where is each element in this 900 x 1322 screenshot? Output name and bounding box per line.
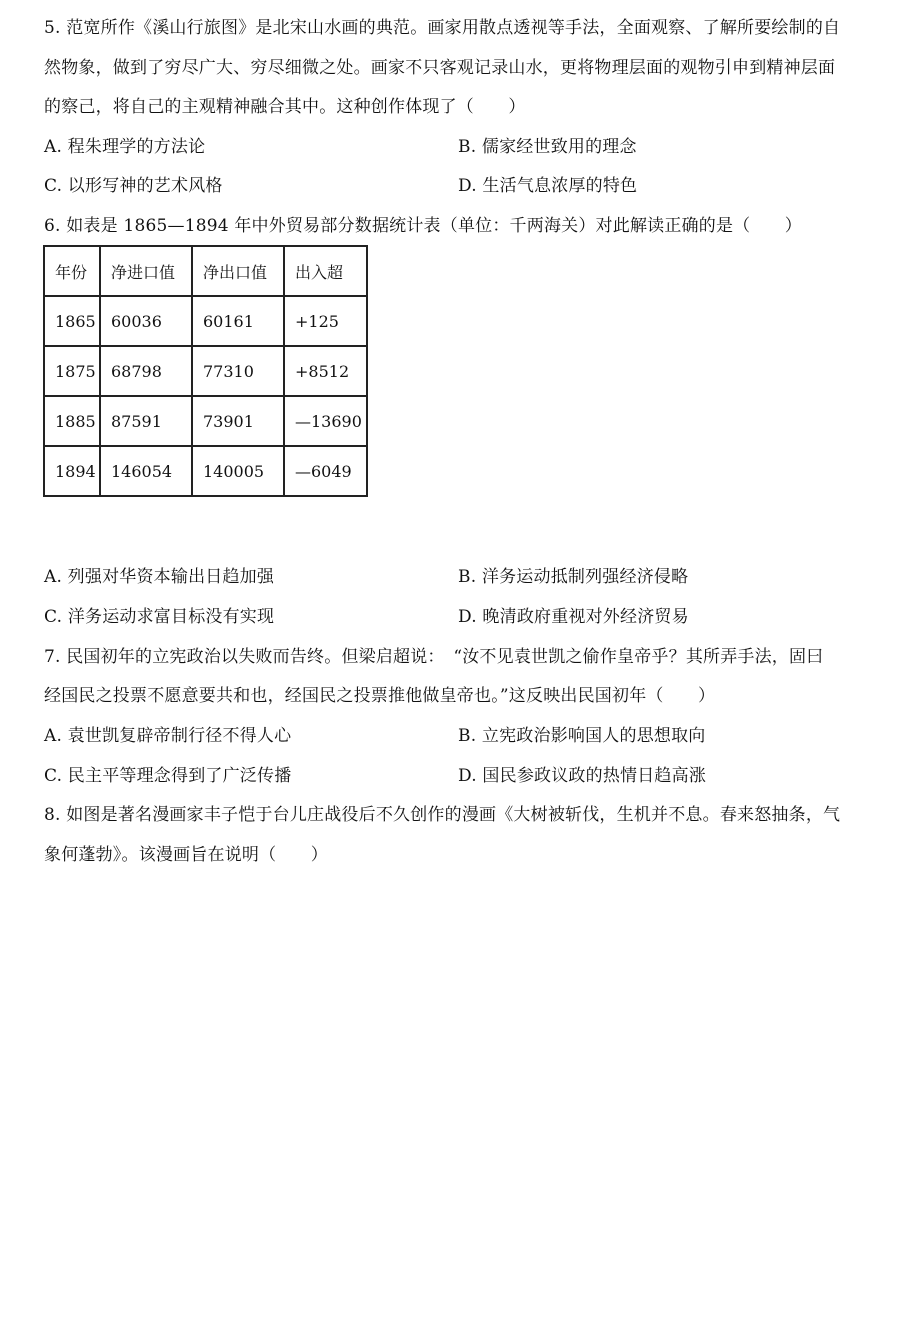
table-cell: 1875 <box>44 346 100 396</box>
trade-data-table <box>43 245 368 497</box>
q5-stem-line-3: 的察己，将自己的主观精神融合其中。这种创作体现了（ ） <box>44 97 526 117</box>
q5-option-c: C. 以形写神的艺术风格 <box>44 176 223 196</box>
table-cell: 146054 <box>100 446 192 496</box>
table-row <box>44 346 367 396</box>
q7-stem-line-2: 经国民之投票不愿意要共和也，经国民之投票推他做皇帝也。”这反映出民国初年（ ） <box>44 686 716 706</box>
q5-stem-line-2: 然物象，做到了穷尽广大、穷尽细微之处。画家不只客观记录山水，更将物理层面的观物引申到精神层面 <box>44 58 836 78</box>
q7-option-a: A. 袁世凯复辟帝制行径不得人心 <box>44 726 292 746</box>
header-net-export: 净出口值 <box>192 246 284 296</box>
table-cell: 60161 <box>192 296 284 346</box>
q5-option-b: B. 儒家经世致用的理念 <box>458 137 637 157</box>
table-row <box>44 296 367 346</box>
q5-option-d: D. 生活气息浓厚的特色 <box>458 176 638 196</box>
q6-option-c: C. 洋务运动求富目标没有实现 <box>44 607 275 627</box>
table-row <box>44 396 367 446</box>
table-cell: +125 <box>284 296 367 346</box>
q7-option-c: C. 民主平等理念得到了广泛传播 <box>44 766 292 786</box>
q5-option-a: A. 程朱理学的方法论 <box>44 137 206 157</box>
q7-option-b: B. 立宪政治影响国人的思想取向 <box>458 726 706 746</box>
q8-stem-line-1: 8. 如图是著名漫画家丰子恺于台儿庄战役后不久创作的漫画《大树被斩伐，生机并不息。春来怒抽条，气 <box>44 805 841 825</box>
header-net-import: 净进口值 <box>100 246 192 296</box>
header-year: 年份 <box>44 246 100 296</box>
table-cell: 1894 <box>44 446 100 496</box>
q7-stem-line-1: 7. 民国初年的立宪政治以失败而告终。但梁启超说： “汝不见袁世凯之偷作皇帝乎？其所弄手法，固曰 <box>44 647 824 667</box>
table-cell: 87591 <box>100 396 192 446</box>
table-row <box>44 446 367 496</box>
q5-stem-line-1: 5. 范宽所作《溪山行旅图》是北宋山水画的典范。画家用散点透视等手法，全面观察、了解所要绘制的自 <box>44 18 841 38</box>
header-balance: 出入超 <box>284 246 367 296</box>
table-cell: 73901 <box>192 396 284 446</box>
table-cell: 60036 <box>100 296 192 346</box>
q6-stem: 6. 如表是 1865—1894 年中外贸易部分数据统计表（单位：千两海关）对此解读正确的是（ ） <box>44 216 802 236</box>
table-header-row <box>44 246 367 296</box>
table-cell: 140005 <box>192 446 284 496</box>
table-cell: 1885 <box>44 396 100 446</box>
table-cell: 68798 <box>100 346 192 396</box>
table-cell: —6049 <box>284 446 367 496</box>
q8-stem-line-2: 象何蓬勃》。该漫画旨在说明（ ） <box>44 845 328 865</box>
q6-option-a: A. 列强对华资本输出日趋加强 <box>44 567 275 587</box>
table-cell: 77310 <box>192 346 284 396</box>
table-cell: +8512 <box>284 346 367 396</box>
q7-option-d: D. 国民参政议政的热情日趋高涨 <box>458 766 707 786</box>
q6-option-b: B. 洋务运动抵制列强经济侵略 <box>458 567 689 587</box>
q6-option-d: D. 晚清政府重视对外经济贸易 <box>458 607 689 627</box>
table-cell: 1865 <box>44 296 100 346</box>
table-cell: —13690 <box>284 396 367 446</box>
